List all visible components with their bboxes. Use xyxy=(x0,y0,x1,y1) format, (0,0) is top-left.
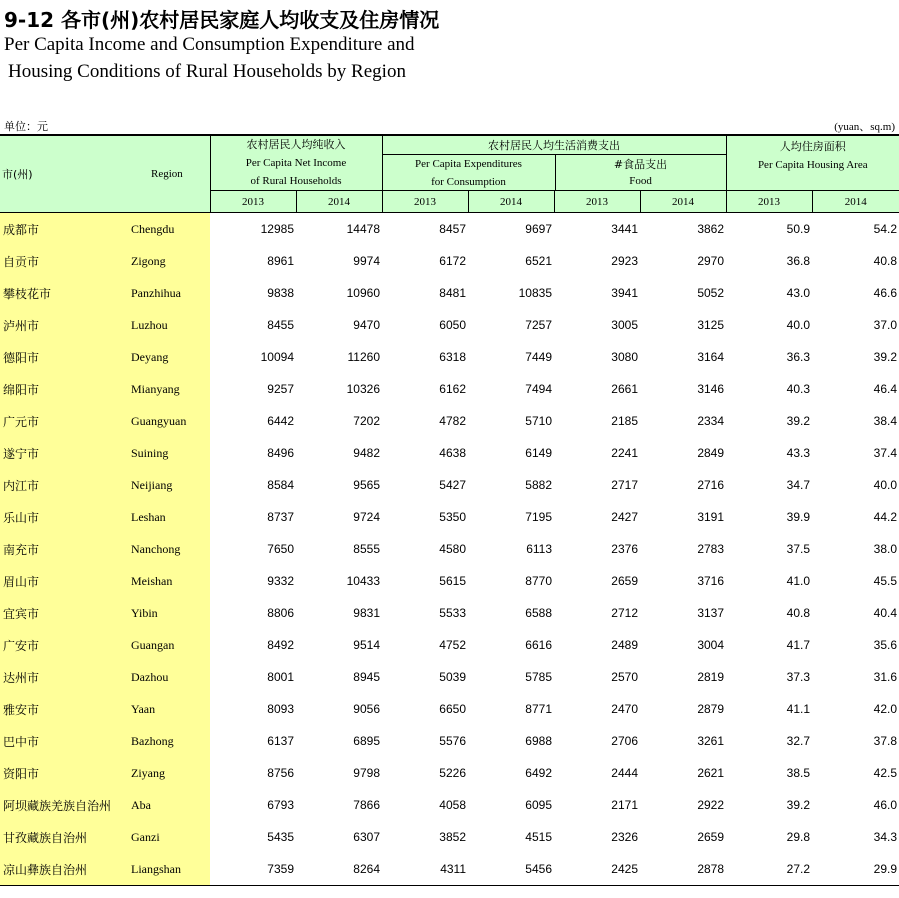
table-row xyxy=(0,533,899,565)
value-cell: 2783 xyxy=(697,542,725,556)
value-cell: 37.4 xyxy=(873,446,898,460)
value-cell: 38.4 xyxy=(873,414,898,428)
value-cell: 2661 xyxy=(611,382,638,396)
table-row xyxy=(0,853,899,886)
header-income-cn: 农村居民人均纯收入 xyxy=(246,138,346,151)
value-cell: 2849 xyxy=(697,446,725,460)
value-cell: 39.2 xyxy=(873,350,898,364)
value-cell: 9838 xyxy=(267,286,294,300)
region-name-cell: Aba xyxy=(127,789,210,821)
value-cell: 9798 xyxy=(353,766,380,780)
value-cell: 42.5 xyxy=(873,766,898,780)
table-row xyxy=(0,821,899,853)
value-cell: 7449 xyxy=(525,350,552,364)
value-cell: 43.3 xyxy=(786,446,811,460)
value-cell: 39.2 xyxy=(786,414,811,428)
value-cell: 6650 xyxy=(439,702,466,716)
value-cell: 8481 xyxy=(439,286,466,300)
value-cell: 3441 xyxy=(611,222,638,236)
value-cell: 7202 xyxy=(353,414,380,428)
value-cell: 40.0 xyxy=(786,318,811,332)
region-name-cell: Dazhou xyxy=(127,661,210,693)
value-cell: 46.6 xyxy=(873,286,898,300)
table-row xyxy=(0,277,899,309)
value-cell: 5456 xyxy=(468,853,554,886)
header-consumption-en2: for Consumption xyxy=(431,176,506,188)
value-cell: 40.3 xyxy=(786,382,811,396)
value-cell: 2171 xyxy=(611,798,638,812)
value-cell: 38.0 xyxy=(873,542,898,556)
value-cell: 8093 xyxy=(267,702,294,716)
value-cell: 2878 xyxy=(640,853,726,886)
value-cell: 32.7 xyxy=(786,734,811,748)
value-cell: 6318 xyxy=(439,350,466,364)
region-name-cell: Ganzi xyxy=(127,821,210,853)
value-cell: 9697 xyxy=(525,222,552,236)
value-cell: 2879 xyxy=(697,702,725,716)
header-housing xyxy=(726,135,899,191)
city-name-cell: 绵阳市 xyxy=(0,373,127,405)
value-cell: 41.1 xyxy=(786,702,811,716)
region-name-cell: Yibin xyxy=(127,597,210,629)
value-cell: 8264 xyxy=(296,853,382,886)
value-cell: 40.8 xyxy=(873,254,898,268)
value-cell: 14478 xyxy=(346,222,380,236)
value-cell: 8496 xyxy=(267,446,294,460)
value-cell: 2712 xyxy=(611,606,638,620)
header-year: 2014 xyxy=(640,191,726,213)
city-name-cell: 德阳市 xyxy=(0,341,127,373)
value-cell: 4580 xyxy=(439,542,466,556)
region-name-cell: Luzhou xyxy=(127,309,210,341)
table-row xyxy=(0,213,899,246)
value-cell: 6307 xyxy=(353,830,380,844)
value-cell: 8001 xyxy=(267,670,294,684)
city-name-cell: 宜宾市 xyxy=(0,597,127,629)
header-income xyxy=(210,135,382,191)
city-name-cell: 自贡市 xyxy=(0,245,127,277)
value-cell: 7359 xyxy=(210,853,296,886)
value-cell: 45.5 xyxy=(873,574,898,588)
value-cell: 8945 xyxy=(353,670,380,684)
value-cell: 10433 xyxy=(346,574,380,588)
value-cell: 41.7 xyxy=(786,638,811,652)
city-name-cell: 攀枝花市 xyxy=(0,277,127,309)
value-cell: 46.0 xyxy=(873,798,898,812)
value-cell: 2706 xyxy=(611,734,638,748)
value-cell: 6113 xyxy=(526,542,552,556)
value-cell: 10835 xyxy=(518,286,552,300)
value-cell: 4058 xyxy=(439,798,466,812)
value-cell: 5226 xyxy=(439,766,466,780)
page-title-cn: 9-12 各市(州)农村居民家庭人均收支及住房情况 xyxy=(4,8,440,32)
table-row xyxy=(0,757,899,789)
header-food-en: Food xyxy=(629,175,652,187)
value-cell: 37.3 xyxy=(786,670,811,684)
value-cell: 29.9 xyxy=(812,853,899,886)
table-row xyxy=(0,693,899,725)
value-cell: 2923 xyxy=(611,254,638,268)
value-cell: 37.8 xyxy=(873,734,898,748)
table-row xyxy=(0,725,899,757)
value-cell: 6095 xyxy=(525,798,552,812)
value-cell: 3080 xyxy=(611,350,638,364)
value-cell: 5039 xyxy=(439,670,466,684)
value-cell: 3005 xyxy=(611,318,638,332)
value-cell: 40.0 xyxy=(873,478,898,492)
region-name-cell: Panzhihua xyxy=(127,277,210,309)
value-cell: 2716 xyxy=(697,478,725,492)
city-name-cell: 凉山彝族自治州 xyxy=(0,853,127,886)
value-cell: 9724 xyxy=(353,510,380,524)
region-name-cell: Suining xyxy=(127,437,210,469)
value-cell: 3191 xyxy=(697,510,725,524)
value-cell: 2659 xyxy=(697,830,725,844)
value-cell: 10960 xyxy=(346,286,380,300)
value-cell: 4782 xyxy=(439,414,466,428)
region-name-cell: Neijiang xyxy=(127,469,210,501)
header-food xyxy=(555,155,726,191)
value-cell: 2970 xyxy=(697,254,725,268)
city-name-cell: 遂宁市 xyxy=(0,437,127,469)
value-cell: 9332 xyxy=(267,574,294,588)
value-cell: 8555 xyxy=(353,542,380,556)
table-row xyxy=(0,341,899,373)
city-name-cell: 达州市 xyxy=(0,661,127,693)
value-cell: 3852 xyxy=(439,830,466,844)
value-cell: 8492 xyxy=(267,638,294,652)
value-cell: 2427 xyxy=(611,510,638,524)
value-cell: 8457 xyxy=(439,222,466,236)
value-cell: 40.8 xyxy=(786,606,811,620)
value-cell: 5435 xyxy=(267,830,294,844)
city-name-cell: 泸州市 xyxy=(0,309,127,341)
region-name-cell: Meishan xyxy=(127,565,210,597)
city-name-cell: 南充市 xyxy=(0,533,127,565)
value-cell: 39.9 xyxy=(786,510,811,524)
value-cell: 8806 xyxy=(267,606,294,620)
value-cell: 6521 xyxy=(525,254,552,268)
value-cell: 5350 xyxy=(439,510,466,524)
value-cell: 35.6 xyxy=(873,638,898,652)
value-cell: 6137 xyxy=(267,734,294,748)
region-name-cell: Nanchong xyxy=(127,533,210,565)
value-cell: 36.8 xyxy=(786,254,811,268)
header-year: 2014 xyxy=(812,191,899,213)
header-income-en1: Per Capita Net Income xyxy=(245,157,347,169)
value-cell: 2659 xyxy=(611,574,638,588)
value-cell: 5576 xyxy=(439,734,466,748)
table-row xyxy=(0,373,899,405)
value-cell: 8584 xyxy=(267,478,294,492)
table-row xyxy=(0,501,899,533)
value-cell: 2819 xyxy=(697,670,725,684)
value-cell: 4752 xyxy=(439,638,466,652)
value-cell: 42.0 xyxy=(873,702,898,716)
value-cell: 8771 xyxy=(525,702,552,716)
value-cell: 6172 xyxy=(439,254,466,268)
table-row xyxy=(0,405,899,437)
table-row xyxy=(0,309,899,341)
region-name-cell: Zigong xyxy=(127,245,210,277)
value-cell: 6442 xyxy=(267,414,294,428)
header-consumption-cn: 农村居民人均生活消费支出 xyxy=(383,137,726,155)
value-cell: 34.3 xyxy=(873,830,898,844)
value-cell: 2922 xyxy=(697,798,725,812)
value-cell: 5615 xyxy=(439,574,466,588)
value-cell: 6895 xyxy=(353,734,380,748)
region-name-cell: Ziyang xyxy=(127,757,210,789)
header-year: 2013 xyxy=(382,191,468,213)
header-food-cn: #食品支出 xyxy=(613,158,668,171)
value-cell: 37.0 xyxy=(873,318,898,332)
table-row xyxy=(0,565,899,597)
value-cell: 36.3 xyxy=(786,350,811,364)
value-cell: 6793 xyxy=(267,798,294,812)
value-cell: 6616 xyxy=(525,638,552,652)
region-name-cell: Yaan xyxy=(127,693,210,725)
header-city: 市(州) xyxy=(0,135,127,213)
value-cell: 2425 xyxy=(554,853,640,886)
header-housing-en: Per Capita Housing Area xyxy=(757,159,868,171)
value-cell: 2376 xyxy=(611,542,638,556)
value-cell: 6050 xyxy=(439,318,466,332)
value-cell: 3716 xyxy=(697,574,725,588)
region-name-cell: Mianyang xyxy=(127,373,210,405)
header-region: Region xyxy=(127,135,210,213)
value-cell: 2241 xyxy=(611,446,638,460)
value-cell: 8756 xyxy=(267,766,294,780)
value-cell: 11260 xyxy=(347,350,380,364)
value-cell: 44.2 xyxy=(873,510,898,524)
region-name-cell: Guangyuan xyxy=(127,405,210,437)
header-consumption xyxy=(382,135,726,191)
value-cell: 3862 xyxy=(697,222,725,236)
region-name-cell: Chengdu xyxy=(127,213,210,246)
value-cell: 43.0 xyxy=(786,286,811,300)
city-name-cell: 甘孜藏族自治州 xyxy=(0,821,127,853)
region-name-cell: Deyang xyxy=(127,341,210,373)
value-cell: 31.6 xyxy=(873,670,898,684)
city-name-cell: 巴中市 xyxy=(0,725,127,757)
value-cell: 10094 xyxy=(260,350,294,364)
region-name-cell: Liangshan xyxy=(127,853,210,886)
value-cell: 4515 xyxy=(525,830,552,844)
page-title-en-line1: Per Capita Income and Consumption Expenditure and xyxy=(4,34,415,55)
value-cell: 2326 xyxy=(611,830,638,844)
value-cell: 2717 xyxy=(611,478,638,492)
region-name-cell: Guangan xyxy=(127,629,210,661)
value-cell: 6988 xyxy=(525,734,552,748)
table-row xyxy=(0,437,899,469)
value-cell: 50.9 xyxy=(786,222,811,236)
city-name-cell: 广安市 xyxy=(0,629,127,661)
value-cell: 7494 xyxy=(525,382,552,396)
table-body xyxy=(0,213,899,886)
value-cell: 5427 xyxy=(439,478,466,492)
value-cell: 41.0 xyxy=(786,574,811,588)
value-cell: 5533 xyxy=(439,606,466,620)
value-cell: 3146 xyxy=(697,382,725,396)
value-cell: 2570 xyxy=(611,670,638,684)
data-table xyxy=(0,134,899,886)
value-cell: 3137 xyxy=(697,606,725,620)
header-year: 2013 xyxy=(726,191,812,213)
header-year: 2013 xyxy=(210,191,296,213)
table-row xyxy=(0,597,899,629)
value-cell: 5710 xyxy=(525,414,552,428)
value-cell: 5052 xyxy=(697,286,725,300)
region-name-cell: Bazhong xyxy=(127,725,210,757)
value-cell: 9974 xyxy=(353,254,380,268)
value-cell: 9482 xyxy=(353,446,380,460)
value-cell: 12985 xyxy=(260,222,294,236)
city-name-cell: 雅安市 xyxy=(0,693,127,725)
value-cell: 2470 xyxy=(611,702,638,716)
city-name-cell: 内江市 xyxy=(0,469,127,501)
value-cell: 6149 xyxy=(525,446,552,460)
value-cell: 9056 xyxy=(353,702,380,716)
header-consumption-en1: Per Capita Expenditures xyxy=(415,158,522,170)
value-cell: 7257 xyxy=(525,318,552,332)
page-title-en-line2: Housing Conditions of Rural Households by Region xyxy=(8,61,406,82)
value-cell: 5785 xyxy=(525,670,552,684)
header-housing-cn: 人均住房面积 xyxy=(779,140,846,153)
city-name-cell: 阿坝藏族羌族自治州 xyxy=(0,789,127,821)
city-name-cell: 乐山市 xyxy=(0,501,127,533)
value-cell: 3125 xyxy=(697,318,725,332)
header-income-en2: of Rural Households xyxy=(250,175,342,187)
value-cell: 7195 xyxy=(525,510,552,524)
unit-label-cn: 单位：元 xyxy=(4,120,48,133)
value-cell: 3261 xyxy=(697,734,725,748)
value-cell: 4311 xyxy=(382,853,468,886)
value-cell: 37.5 xyxy=(786,542,811,556)
value-cell: 29.8 xyxy=(786,830,811,844)
value-cell: 3164 xyxy=(697,350,725,364)
header-year: 2014 xyxy=(468,191,554,213)
header-year: 2014 xyxy=(296,191,382,213)
city-name-cell: 广元市 xyxy=(0,405,127,437)
header-year: 2013 xyxy=(554,191,640,213)
value-cell: 2185 xyxy=(611,414,638,428)
value-cell: 3941 xyxy=(611,286,638,300)
value-cell: 2444 xyxy=(611,766,638,780)
city-name-cell: 眉山市 xyxy=(0,565,127,597)
value-cell: 8455 xyxy=(267,318,294,332)
value-cell: 9257 xyxy=(267,382,294,396)
value-cell: 7650 xyxy=(267,542,294,556)
value-cell: 5882 xyxy=(525,478,552,492)
unit-label-en: (yuan、sq.m) xyxy=(834,121,895,133)
value-cell: 8961 xyxy=(267,254,294,268)
value-cell: 2621 xyxy=(697,766,725,780)
value-cell: 2334 xyxy=(697,414,725,428)
value-cell: 4638 xyxy=(439,446,466,460)
table-row xyxy=(0,629,899,661)
value-cell: 8737 xyxy=(267,510,294,524)
value-cell: 46.4 xyxy=(873,382,898,396)
table-row xyxy=(0,469,899,501)
value-cell: 2489 xyxy=(611,638,638,652)
value-cell: 8770 xyxy=(525,574,552,588)
city-name-cell: 资阳市 xyxy=(0,757,127,789)
value-cell: 6162 xyxy=(439,382,466,396)
value-cell: 27.2 xyxy=(726,853,812,886)
value-cell: 40.4 xyxy=(873,606,898,620)
city-name-cell: 成都市 xyxy=(0,213,127,246)
value-cell: 6588 xyxy=(525,606,552,620)
value-cell: 3004 xyxy=(697,638,725,652)
table-row xyxy=(0,789,899,821)
table-row xyxy=(0,661,899,693)
value-cell: 54.2 xyxy=(873,222,898,236)
value-cell: 7866 xyxy=(353,798,380,812)
value-cell: 38.5 xyxy=(786,766,811,780)
value-cell: 9565 xyxy=(353,478,380,492)
table-row xyxy=(0,245,899,277)
value-cell: 9831 xyxy=(353,606,380,620)
value-cell: 9470 xyxy=(353,318,380,332)
value-cell: 10326 xyxy=(346,382,380,396)
value-cell: 34.7 xyxy=(786,478,811,492)
value-cell: 39.2 xyxy=(786,798,811,812)
region-name-cell: Leshan xyxy=(127,501,210,533)
value-cell: 9514 xyxy=(353,638,380,652)
value-cell: 6492 xyxy=(525,766,552,780)
